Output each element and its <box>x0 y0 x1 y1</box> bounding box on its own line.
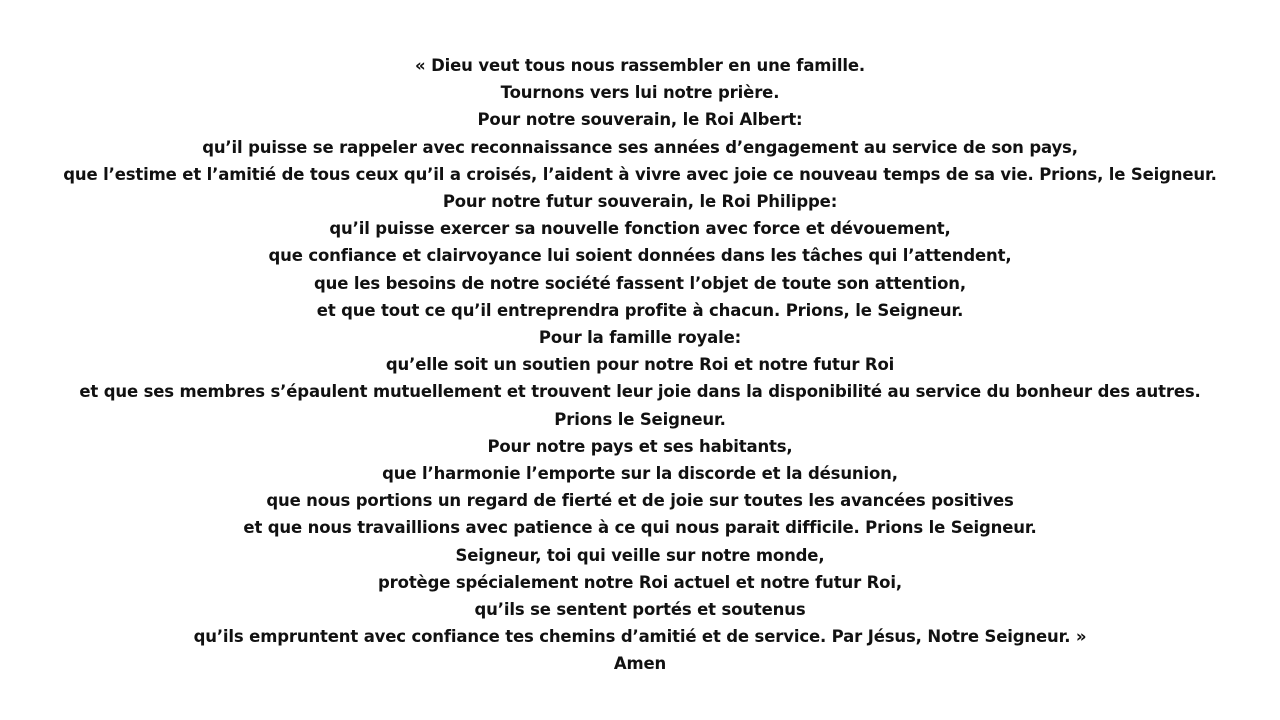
prayer-line: qu’il puisse se rappeler avec reconnaissance ses années d’engagement au service de son pays, <box>202 137 1078 157</box>
prayer-line: et que tout ce qu’il entreprendra profite à chacun. Prions, le Seigneur. <box>316 300 964 320</box>
prayer-line: que l’harmonie l’emporte sur la discorde et la désunion, <box>382 464 898 484</box>
prayer-line: que confiance et clairvoyance lui soient données dans les tâches qui l’attendent, <box>268 246 1012 266</box>
prayer-line: et que nous travaillions avec patience à ce qui nous parait difficile. Prions le Seigneur. <box>243 518 1037 538</box>
prayer-line: qu’elle soit un soutien pour notre Roi et notre futur Roi <box>385 355 895 375</box>
closing-prayer-line: Seigneur, toi qui veille sur notre monde, <box>455 545 825 565</box>
prayer-text <box>0 52 1280 678</box>
intention-heading-king-albert: Pour notre souverain, le Roi Albert: <box>477 110 803 130</box>
prayer-line: Tournons vers lui notre prière. <box>500 83 780 103</box>
prayer-line: qu’il puisse exercer sa nouvelle fonction avec force et dévouement, <box>329 219 951 239</box>
intention-heading-royal-family: Pour la famille royale: <box>538 328 742 348</box>
closing-prayer-line: qu’ils empruntent avec confiance tes chemins d’amitié et de service. Par Jésus, Notre Seigneur. » <box>193 627 1087 647</box>
intention-heading-king-philippe: Pour notre futur souverain, le Roi Philippe: <box>442 192 838 212</box>
prayer-line: que nous portions un regard de fierté et de joie sur toutes les avancées positives <box>266 491 1014 511</box>
prayer-line: que les besoins de notre société fassent l’objet de toute son attention, <box>314 273 966 293</box>
prayer-line: Prions le Seigneur. <box>554 409 726 429</box>
prayer-line: et que ses membres s’épaulent mutuellement et trouvent leur joie dans la disponibilité au service du bonheur des autres. <box>79 382 1201 402</box>
prayer-line-invocation: « Dieu veut tous nous rassembler en une famille. <box>415 56 865 75</box>
amen-line: Amen <box>613 654 667 674</box>
intention-heading-country: Pour notre pays et ses habitants, <box>487 436 793 456</box>
closing-prayer-line: qu’ils se sentent portés et soutenus <box>474 600 806 620</box>
closing-prayer-line: protège spécialement notre Roi actuel et notre futur Roi, <box>378 572 902 592</box>
prayer-line: que l’estime et l’amitié de tous ceux qu’il a croisés, l’aident à vivre avec joie ce nouveau temps de sa vie. Prions, le Seigneur. <box>63 164 1217 184</box>
